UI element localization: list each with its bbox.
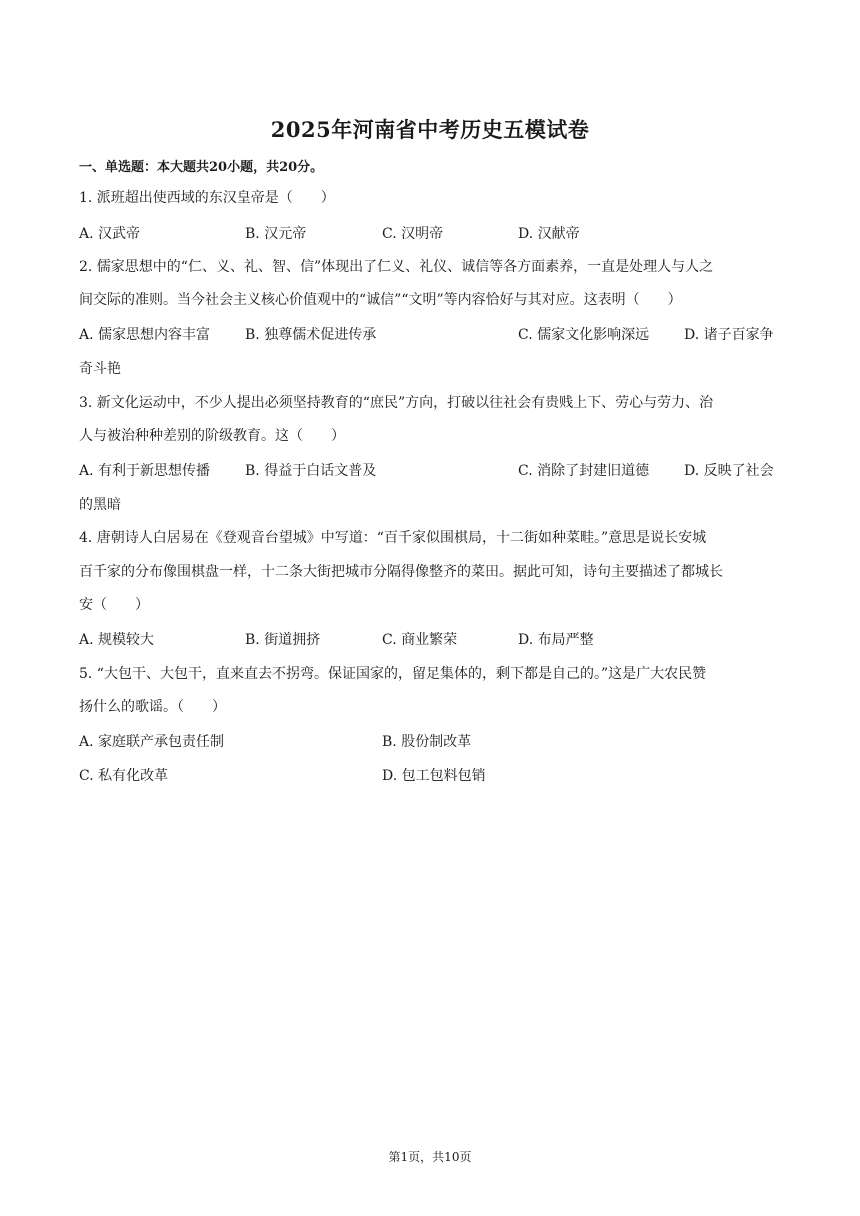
question-4-option-b: B. 街道拥挤 bbox=[245, 632, 321, 648]
question-1-option-d: D. 汉献帝 bbox=[518, 226, 580, 242]
question-5-option-b: B. 股份制改革 bbox=[382, 734, 472, 750]
question-5-stem-line-2: 扬什么的歌谣。（ ） bbox=[79, 699, 226, 715]
question-1-option-a: A. 汉武帝 bbox=[79, 226, 141, 242]
question-3-option-b: B. 得益于白话文普及 bbox=[245, 463, 377, 479]
page-title: 2025年河南省中考历史五模试卷 bbox=[270, 117, 590, 142]
question-3-option-a: A. 有利于新思想传播 bbox=[79, 463, 211, 479]
question-1-stem: 1. 派班超出使西域的东汉皇帝是（ ） bbox=[79, 190, 335, 206]
question-2-option-d: D. 诸子百家争 bbox=[684, 327, 774, 343]
page-footer: 第1页，共10页 bbox=[388, 1150, 472, 1164]
question-3-option-d-wrap: 的黑暗 bbox=[79, 497, 121, 513]
question-3-stem-line-1: 3. 新文化运动中，不少人提出必须坚持教育的“庶民”方向，打破以往社会有贵贱上下、劳心与劳力、治 bbox=[79, 395, 714, 411]
question-4-option-d: D. 布局严整 bbox=[518, 632, 594, 648]
question-5-option-d: D. 包工包料包销 bbox=[382, 768, 486, 784]
question-1-option-b: B. 汉元帝 bbox=[245, 226, 307, 242]
question-2-stem-line-1: 2. 儒家思想中的“仁、义、礼、智、信”体现出了仁义、礼仪、诚信等各方面素养，一直是处理人与人之 bbox=[79, 259, 714, 275]
question-4-option-a: A. 规模较大 bbox=[79, 632, 155, 648]
question-5-option-a: A. 家庭联产承包责任制 bbox=[79, 734, 225, 750]
question-2-option-a: A. 儒家思想内容丰富 bbox=[79, 327, 211, 343]
question-3-option-d: D. 反映了社会 bbox=[684, 463, 774, 479]
question-1-option-c: C. 汉明帝 bbox=[382, 226, 444, 242]
question-3-stem-line-2: 人与被治种种差别的阶级教育。这（ ） bbox=[79, 428, 345, 444]
question-2-option-d-wrap: 奇斗艳 bbox=[79, 361, 121, 377]
question-5-stem-line-1: 5. “大包干、大包干，直来直去不拐弯。保证国家的，留足集体的，剩下都是自己的。”这是广大农民赞 bbox=[79, 666, 707, 682]
question-2-stem-line-2: 间交际的准则。当今社会主义核心价值观中的“诚信”“文明”等内容恰好与其对应。这表明（ ） bbox=[79, 292, 682, 308]
question-2-option-b: B. 独尊儒术促进传承 bbox=[245, 327, 377, 343]
question-2-option-c: C. 儒家文化影响深远 bbox=[518, 327, 650, 343]
question-5-option-c: C. 私有化改革 bbox=[79, 768, 169, 784]
question-4-stem-line-2: 百千家的分布像围棋盘一样，十二条大街把城市分隔得像整齐的菜田。据此可知，诗句主要描述了都城长 bbox=[79, 564, 723, 580]
question-4-option-c: C. 商业繁荣 bbox=[382, 632, 458, 648]
section-heading: 一、单选题：本大题共20小题，共20分。 bbox=[79, 160, 324, 175]
question-4-stem-line-1: 4. 唐朝诗人白居易在《登观音台望城》中写道：“百千家似围棋局，十二街如种菜畦。”意思是说长安城 bbox=[79, 530, 707, 546]
question-3-option-c: C. 消除了封建旧道德 bbox=[518, 463, 650, 479]
question-4-stem-line-3: 安（ ） bbox=[79, 597, 149, 613]
